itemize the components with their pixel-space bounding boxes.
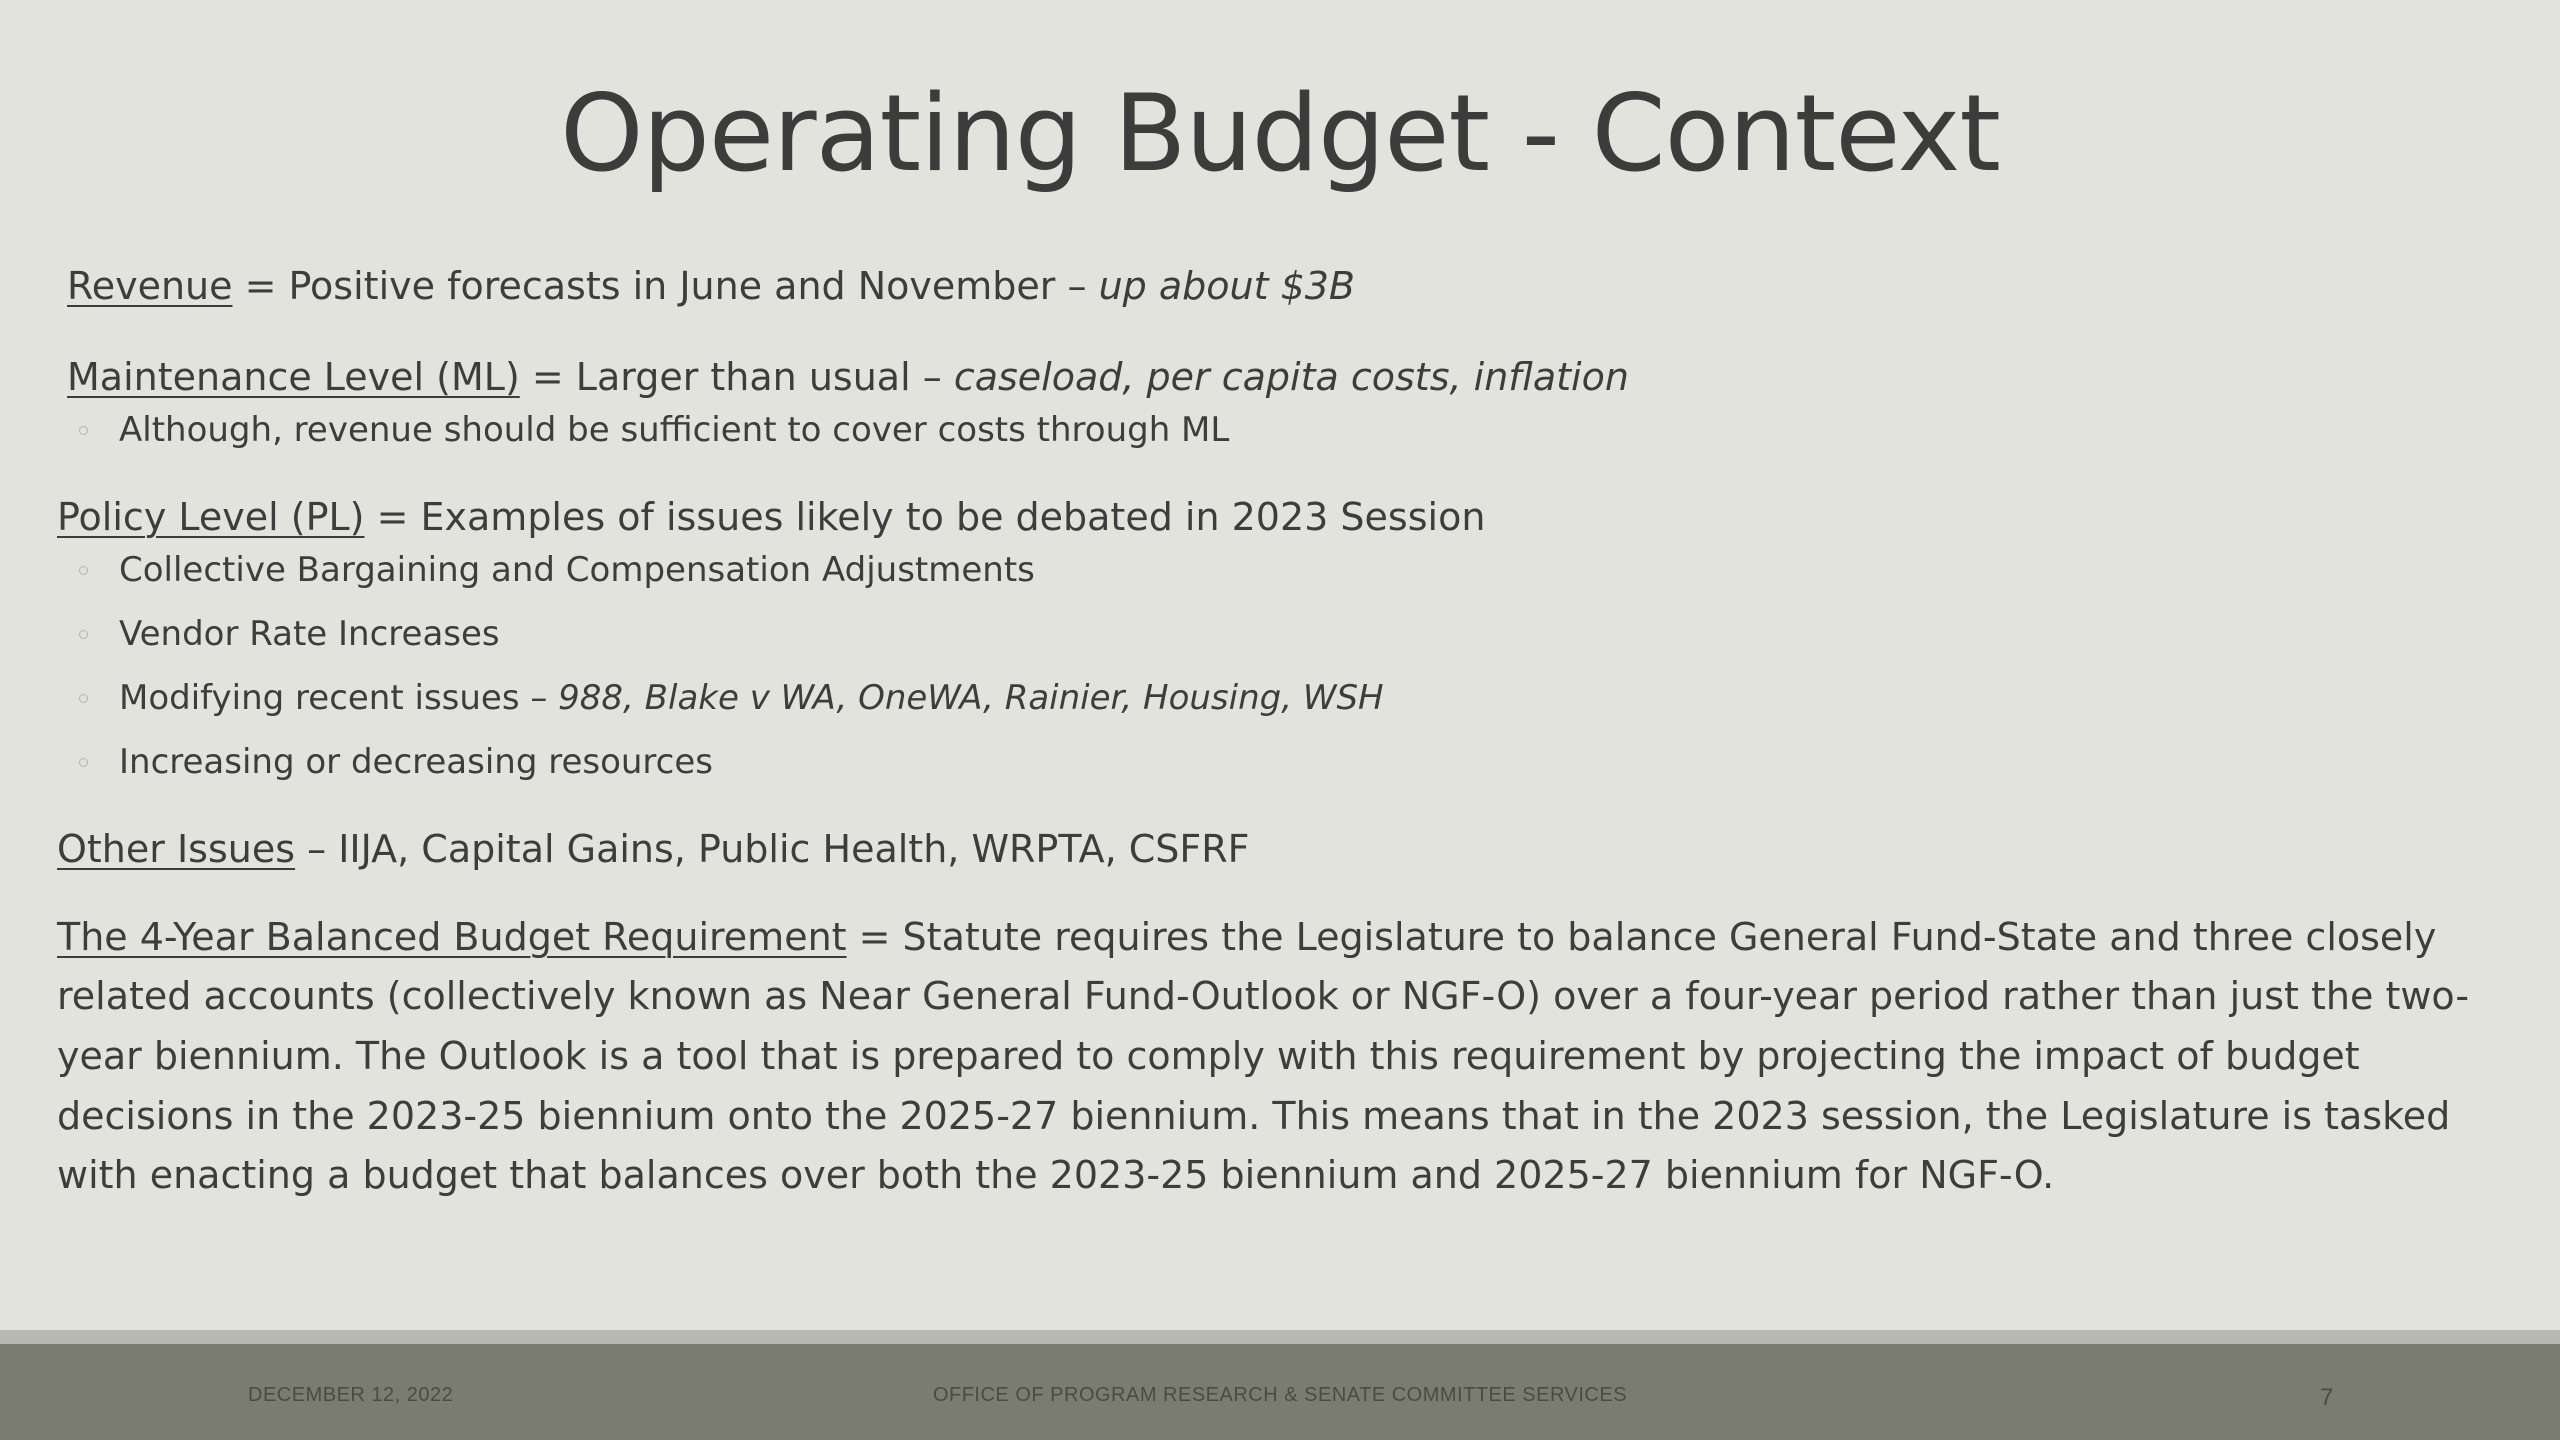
footer-date: DECEMBER 12, 2022 (248, 1384, 454, 1406)
maintenance-emphasis: caseload, per capita costs, inflation (953, 355, 1629, 400)
list-item: Although, revenue should be sufficient to cover costs through ML (57, 408, 2527, 452)
bullet-icon (79, 630, 88, 639)
maintenance-bullets (57, 408, 2527, 452)
maintenance-paragraph (67, 351, 2527, 404)
bullet-icon (79, 566, 88, 575)
policy-bullets (57, 548, 2527, 785)
revenue-text: = Positive forecasts in June and November – (232, 264, 1099, 308)
policy-paragraph (57, 491, 2527, 544)
bullet-icon (79, 426, 88, 435)
maintenance-label: Maintenance Level (ML) (67, 355, 520, 400)
policy-bullet-emphasis: 988, Blake v WA, OneWA, Rainier, Housing, WSH (558, 678, 1384, 719)
four-year-paragraph (57, 908, 2527, 1206)
revenue-paragraph (67, 260, 2527, 313)
other-issues-label: Other Issues (57, 826, 296, 871)
maintenance-text: = Larger than usual – (519, 355, 954, 400)
list-item: Increasing or decreasing resources (57, 740, 2527, 784)
slide-content (57, 260, 2527, 1206)
policy-text: = Examples of issues likely to be debated in 2023 Session (364, 494, 1486, 539)
other-issues-text: – IIJA, Capital Gains, Public Health, WRPTA, CSFRF (295, 826, 1250, 871)
bullet-icon (79, 758, 88, 767)
slide-footer (0, 1344, 2560, 1440)
revenue-emphasis: up about $3B (1098, 264, 1356, 308)
page-number: 7 (2320, 1384, 2334, 1411)
footer-office: OFFICE OF PROGRAM RESEARCH & SENATE COMMITTEE SERVICES (932, 1384, 1628, 1406)
list-item: Collective Bargaining and Compensation Adjustments (57, 548, 2527, 592)
footer-divider (0, 1330, 2560, 1344)
slide-title: Operating Budget - Context (560, 72, 2000, 195)
other-issues-paragraph (57, 823, 2527, 876)
four-year-label: The 4-Year Balanced Budget Requirement (57, 914, 847, 959)
revenue-label: Revenue (67, 264, 233, 308)
bullet-icon (79, 694, 88, 703)
list-item: Vendor Rate Increases (57, 612, 2527, 656)
policy-label: Policy Level (PL) (57, 494, 365, 539)
four-year-text: = Statute requires the Legislature to balance General Fund-State and three closely related accounts (collectively known as Near General Fund-Outlook or NGF-O) over a four-year period rather than just the two-year biennium. The Outlook is a tool that is prepared to comply with this requirement by projecting the impact of budget decisions in the 2023-25 biennium onto the 2025-27 biennium. This means that in the 2023 session, the Legislature is tasked with enacting a budget that balances over both the 2023-25 biennium and 2025-27 biennium for NGF-O. (57, 914, 2470, 1198)
list-item: Modifying recent issues – 988, Blake v WA, OneWA, Rainier, Housing, WSH (57, 676, 2527, 720)
